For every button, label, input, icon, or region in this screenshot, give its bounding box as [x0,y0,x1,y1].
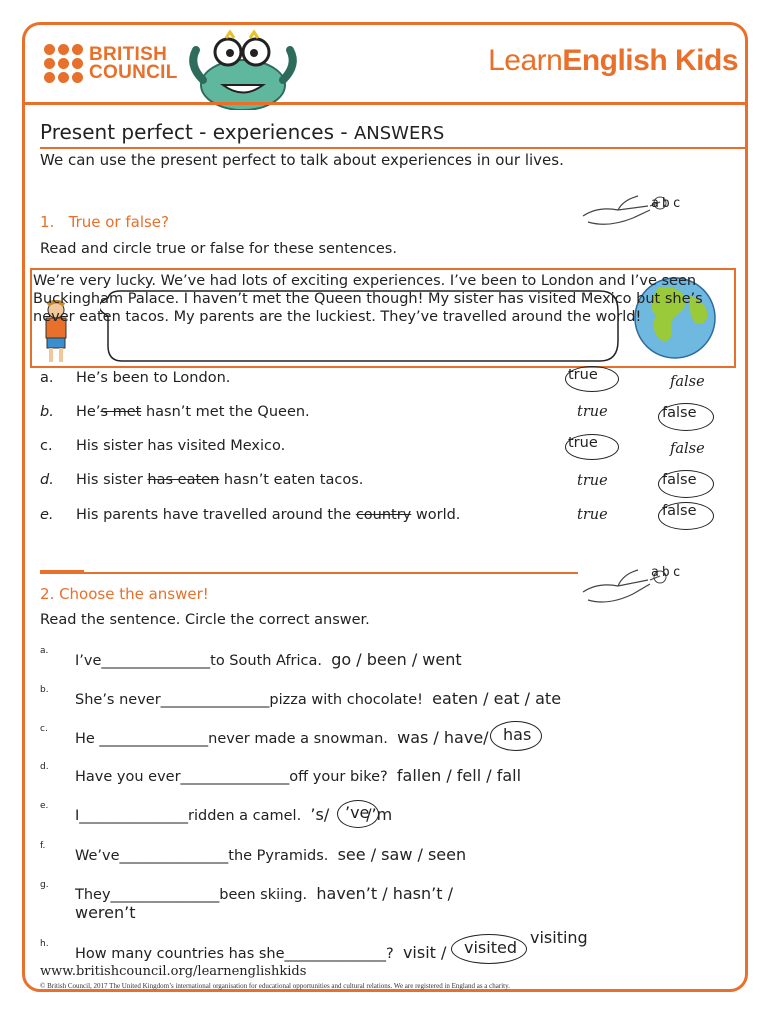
section2-heading: 2. Choose the answer! [40,585,209,603]
options-continued: weren’t [75,903,136,922]
logo-dots-icon [44,44,83,83]
tf-e-true[interactable]: true [577,507,608,523]
tf-item-a: a. He’s been to London. [40,370,231,386]
section1-heading: 1. True or false? [40,213,170,231]
options: go / been / went [331,650,462,669]
tf-item-e: e. His parents have travelled around the country world. [40,507,461,523]
options: eaten / eat / ate [432,689,562,708]
options: fallen / fell / fall [396,766,522,785]
tf-d-false[interactable]: false [662,472,697,488]
options: haven’t / hasn’t / [316,884,453,903]
tf-a-false[interactable]: false [670,374,705,390]
circled-answer[interactable]: has [503,725,532,744]
footer-url[interactable]: www.britishcouncil.org/learnenglishkids [40,964,307,979]
option-visiting: visiting [530,928,588,947]
brand-line-2: COUNCIL [89,61,178,83]
title-underline [40,147,746,149]
tf-item-d: d. His sister has eaten hasn’t eaten tacos. [40,472,364,488]
monster-mascot-icon [178,30,308,110]
tf-b-true[interactable]: true [577,404,608,420]
tf-item-c: c. His sister has visited Mexico. [40,438,286,454]
tf-d-true[interactable]: true [577,473,608,489]
tf-item-b: b. He’s met hasn’t met the Queen. [40,404,310,420]
footer-copyright: © British Council, 2017 The United Kingdom’s international organisation for educational opportunities and cultural relations. We are registered in England as a charity. [40,982,510,990]
options: see / saw / seen [337,845,467,864]
tf-c-true[interactable]: true [568,435,598,451]
abc-label: abc [651,565,684,580]
page-title: Present perfect - experiences - ANSWERS [40,120,445,144]
learnenglish-kids-logo: LearnEnglish Kids [488,44,738,77]
header-divider [22,102,746,105]
tf-a-true[interactable]: true [568,367,598,383]
options: was / have/ [397,728,489,747]
british-council-logo [44,44,178,83]
section2-divider [40,572,578,574]
section2-divider-accent [40,570,84,574]
circled-answer[interactable]: ’ve [345,803,370,822]
circled-answer[interactable]: visited [464,938,517,957]
passage-text: We’re very lucky. We’ve had lots of exciting experiences. I’ve been to London and I’ve seen Buckingham Palace. I haven’t met the Queen though! My sister has visited Mexico but she’s never eaten tacos. My parents are the luckiest. They’ve travelled around the world! [33,273,703,325]
tf-e-false[interactable]: false [662,503,697,519]
intro-text: We can use the present perfect to talk about experiences in our lives. [40,151,564,169]
section2-instruction: Read the sentence. Circle the correct answer. [40,612,370,628]
section1-instruction: Read and circle true or false for these sentences. [40,241,397,257]
abc-label: abc [651,196,684,211]
tf-b-false[interactable]: false [662,405,697,421]
tf-c-false[interactable]: false [670,441,705,457]
brand-line-1: BRITISH [89,43,168,65]
